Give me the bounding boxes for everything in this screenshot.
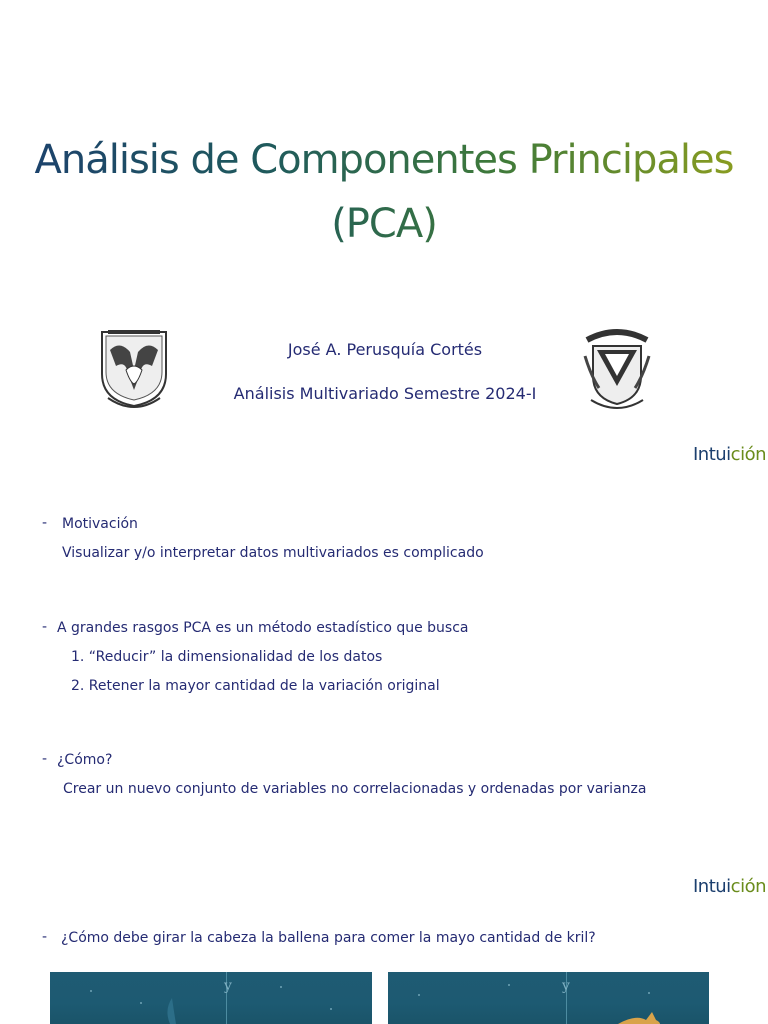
bullet-dash: - <box>42 751 48 767</box>
bullet-dash: - <box>42 929 48 945</box>
bullet-dash: - <box>42 515 48 531</box>
bullet-heading-how: ¿Cómo? <box>57 752 113 768</box>
bullet-heading-pca: A grandes rasgos PCA es un método estadístico que busca <box>57 620 469 636</box>
section-tag-part-b: ción <box>730 444 766 465</box>
krill-dot <box>508 984 510 986</box>
bullet-body-how: Crear un nuevo conjunto de variables no correlacionadas y ordenadas por varianza <box>63 781 647 797</box>
section-tag-part-b: ción <box>730 876 766 897</box>
section-tag-part-a: Intui <box>692 876 731 897</box>
slide-section-tag <box>693 444 766 465</box>
krill-dot <box>90 990 92 992</box>
bullet-heading-motivation: Motivación <box>62 516 138 532</box>
whale-figure-right <box>388 972 709 1024</box>
list-item-retain: 2. Retener la mayor cantidad de la variación original <box>71 678 440 694</box>
whale-fin-icon <box>160 996 180 1024</box>
course-name: Análisis Multivariado Semestre 2024-I <box>233 384 537 403</box>
krill-dot <box>280 986 282 988</box>
slide-section-tag <box>693 876 766 897</box>
krill-dot <box>648 992 650 994</box>
krill-dot <box>140 1002 142 1004</box>
bullet-body-motivation: Visualizar y/o interpretar datos multivariados es complicado <box>62 545 484 561</box>
ciencias-seal-icon <box>579 326 655 410</box>
section-tag-part-a: Intui <box>692 444 731 465</box>
whale-figure-left <box>50 972 372 1024</box>
krill-dot <box>330 1008 332 1010</box>
krill-dot <box>418 994 420 996</box>
title-line-2: (PCA) <box>0 200 768 248</box>
title-line-1: Análisis de Componentes Principales <box>0 136 768 184</box>
author-name: José A. Perusquía Cortés <box>287 340 483 359</box>
krill-cluster-icon <box>616 1010 660 1024</box>
list-item-reduce: 1. “Reducir” la dimensionalidad de los datos <box>71 649 383 665</box>
y-axis-label: y <box>562 978 570 994</box>
y-axis-label: y <box>224 978 232 994</box>
unam-seal-icon <box>96 326 172 410</box>
bullet-dash: - <box>42 619 48 635</box>
whale-question: ¿Cómo debe girar la cabeza la ballena para comer la mayo cantidad de kril? <box>61 930 596 946</box>
